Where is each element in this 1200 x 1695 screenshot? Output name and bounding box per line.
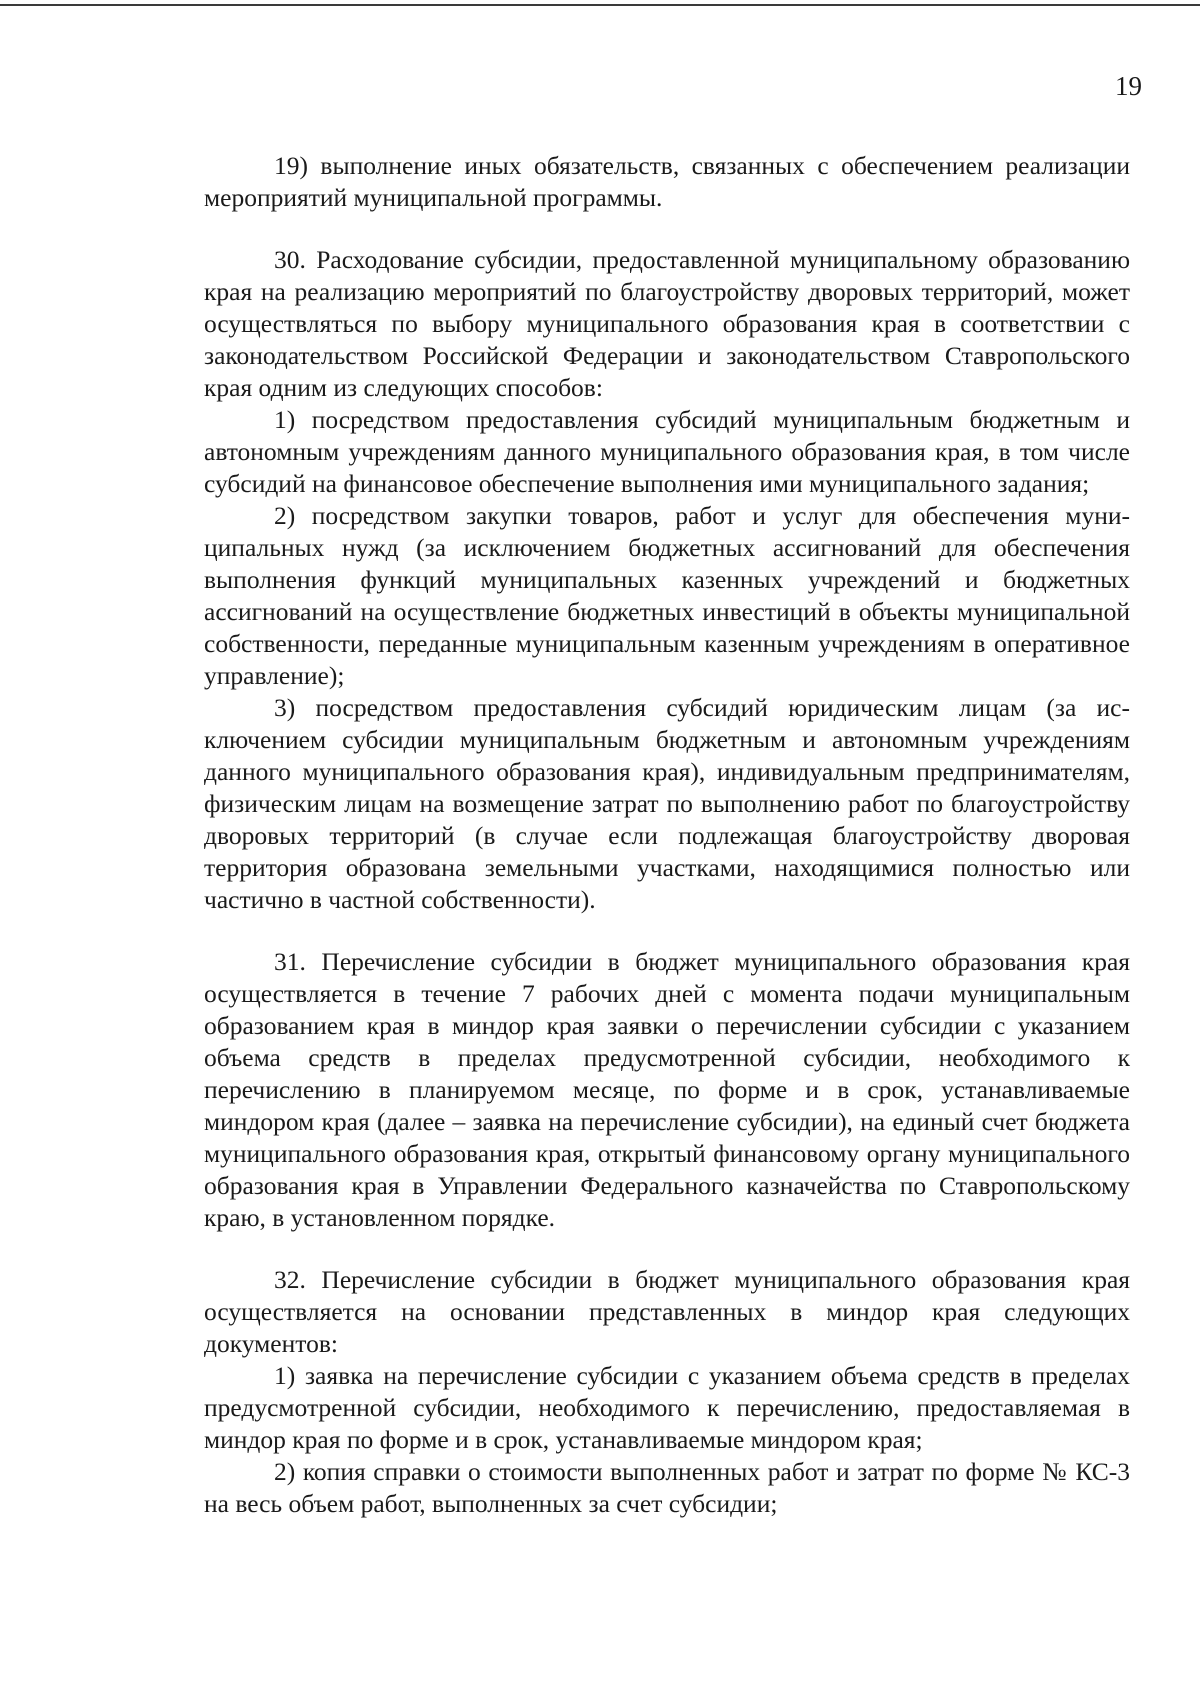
paragraph-clause-31: 31. Перечисление субсидии в бюджет муниципального образования края осуществляется в течение 7 рабочих дней с момента подачи муниципальным образованием края в миндор края заявки о перечислении субсидии с указанием объема средств в пределах предусмотренной субсидии, необходимого к перечислению в планируемом месяце, по форме и в срок, устанавливаемые миндором края (далее – заявка на перечисление субсидии), на единый счет бюджета муниципального образования края, открытый финансовому органу муниципального образования края в Управлении Федерального казначейства по Ставропольскому краю, в установленном порядке. [204,947,1130,1232]
paragraph-clause-32-item-2: 2) копия справки о стоимости выполненных работ и затрат по форме № КС-3 на весь объем работ, выполненных за счет субсидии; [204,1457,1130,1518]
paragraph-clause-30-item-3: 3) посредством предоставления субсидий юридическим лицам (за исключением субсидии муниципальным бюджетным и автономным учреждениям данного муниципального образования края), индивидуальным предпринимателям, физическим лицам на возмещение затрат по выполнению работ по благоустройству дворовых территорий (в случае если подлежащая благоустройству дворовая территория образована земельными участками, находящимися полностью или частично в частной собственности). [204,693,1130,914]
paragraph-clause-30: 30. Расходование субсидии, предоставленной муниципальному образованию края на реализацию мероприятий по благоустройству дворовых территорий, может осуществляться по выбору муниципального образования края в соответствии с законодательством Российской Федерации и законодательством Ставропольского края одним из следующих способов: [204,245,1130,402]
paragraph-clause-30-item-1: 1) посредством предоставления субсидий муниципальным бюджетным и автономным учреждениям данного муниципального образования края, в том числе субсидий на финансовое обеспечение выполнения ими муниципального задания; [204,405,1130,498]
paragraph-clause-30-item-2: 2) посредством закупки товаров, работ и услуг для обеспечения муниципальных нужд (за исключением бюджетных ассигнований для обеспечения выполнения функций муниципальных казенных учреждений и бюджетных ассигнований на осуществление бюджетных инвестиций в объекты муниципальной собственности, переданные муниципальным казенным учреждениям в оперативное управление); [204,501,1130,690]
top-border-rule [0,4,1200,6]
paragraph-item-19: 19) выполнение иных обязательств, связанных с обеспечением реализации мероприятий муниципальной программы. [204,151,1130,212]
document-body [204,150,1130,1520]
paragraph-clause-32: 32. Перечисление субсидии в бюджет муниципального образования края осуществляется на основании представленных в миндор края следующих документов: [204,1265,1130,1358]
page-number: 19 [1115,71,1142,101]
paragraph-clause-32-item-1: 1) заявка на перечисление субсидии с указанием объема средств в пределах предусмотренной субсидии, необходимого к перечислению, предоставляемая в миндор края по форме и в срок, устанавливаемые миндором края; [204,1361,1130,1454]
